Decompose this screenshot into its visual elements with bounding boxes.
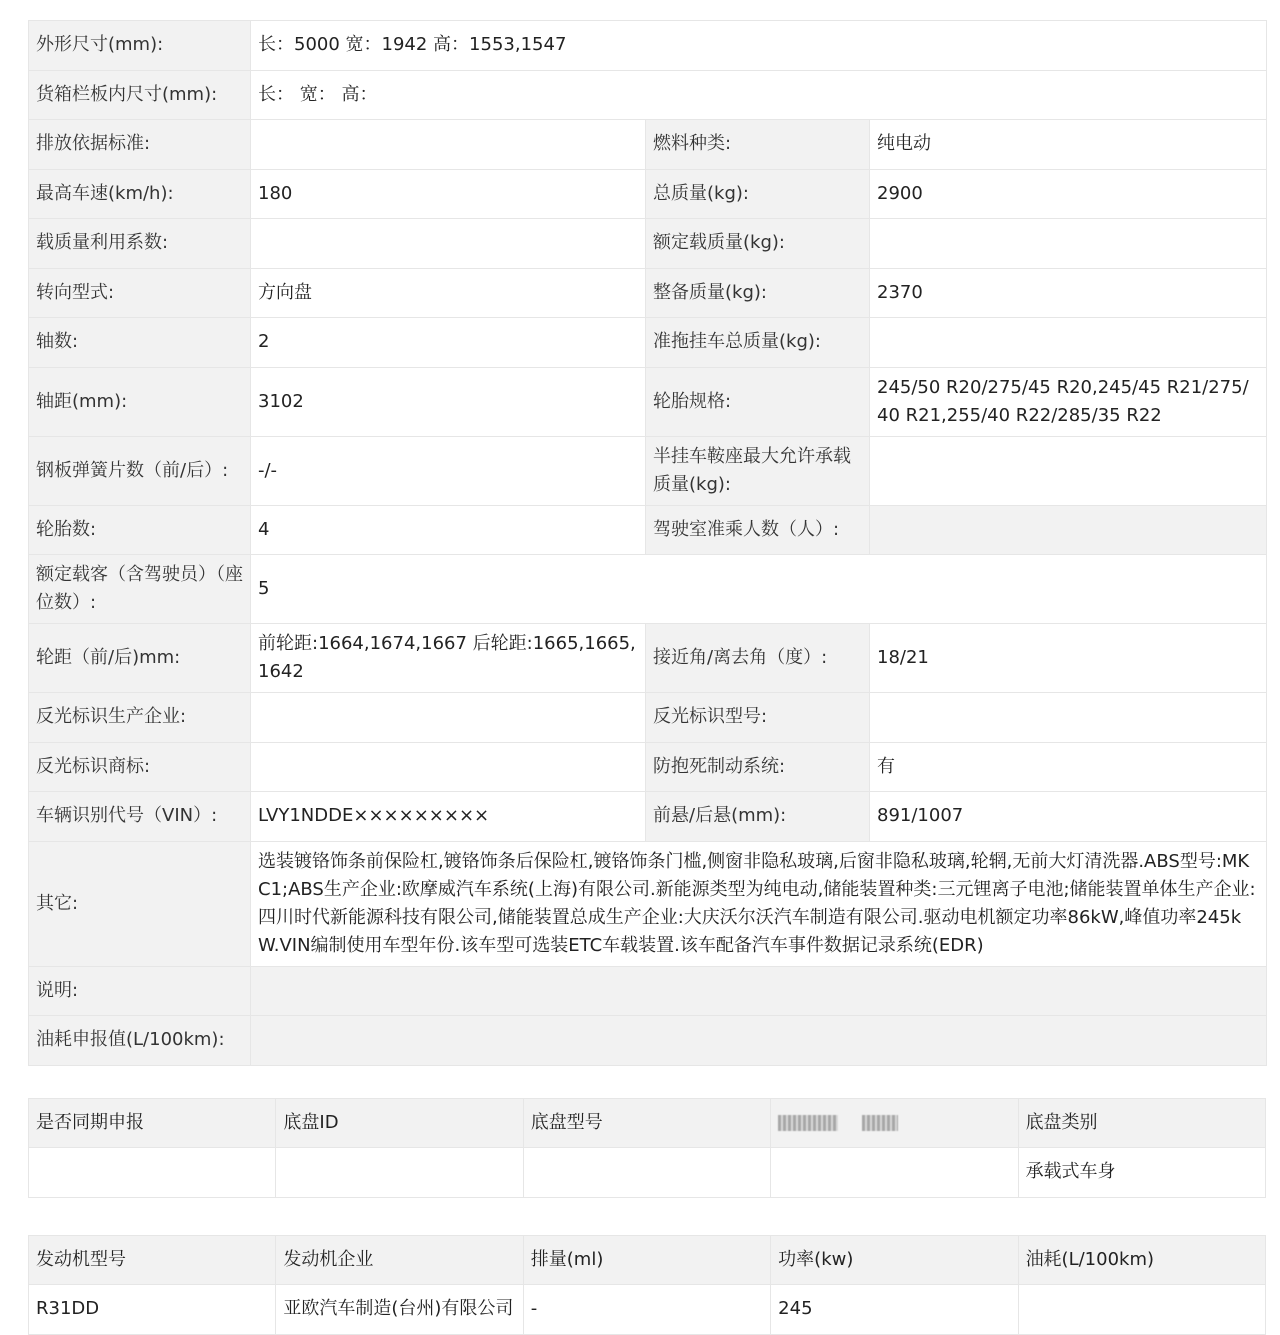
notes-value (251, 966, 1267, 1016)
rated-load-value (870, 219, 1267, 269)
engine-power-value: 245 (771, 1285, 1018, 1335)
abs-label: 防抱死制动系统: (646, 742, 870, 792)
fuel-type-value: 纯电动 (870, 120, 1267, 170)
other-label: 其它: (29, 841, 251, 966)
abs-value: 有 (870, 742, 1267, 792)
fuel-consumption-label: 油耗申报值(L/100km): (29, 1016, 251, 1066)
chassis-header-model: 底盘型号 (523, 1098, 770, 1148)
dimensions-value: 长：5000 宽：1942 高：1553,1547 (251, 21, 1267, 71)
track-label: 轮距（前/后)mm: (29, 624, 251, 693)
overhang-label: 前悬/后悬(mm): (646, 792, 870, 842)
cargo-box-label: 货箱栏板内尺寸(mm): (29, 70, 251, 120)
saddle-mass-value (870, 436, 1267, 505)
cab-passengers-label: 驾驶室准乘人数（人）: (646, 505, 870, 555)
vehicle-spec-table (28, 20, 1267, 1066)
chassis-header-category: 底盘类别 (1018, 1098, 1265, 1148)
total-mass-label: 总质量(kg): (646, 169, 870, 219)
tire-count-value: 4 (251, 505, 646, 555)
chassis-cell (29, 1148, 276, 1198)
engine-header-power: 功率(kw) (771, 1235, 1018, 1285)
engine-header-consumption: 油耗(L/100km) (1018, 1235, 1265, 1285)
axles-value: 2 (251, 318, 646, 368)
redacted-text (778, 1115, 838, 1131)
engine-consumption-value (1018, 1285, 1265, 1335)
load-factor-value (251, 219, 646, 269)
chassis-cell (523, 1148, 770, 1198)
fuel-type-label: 燃料种类: (646, 120, 870, 170)
max-speed-value: 180 (251, 169, 646, 219)
leaf-springs-label: 钢板弹簧片数（前/后）: (29, 436, 251, 505)
tire-spec-label: 轮胎规格: (646, 367, 870, 436)
reflector-maker-value (251, 693, 646, 743)
curb-mass-value: 2370 (870, 268, 1267, 318)
chassis-header-redacted (771, 1098, 1018, 1148)
reflector-brand-value (251, 742, 646, 792)
dimensions-label: 外形尺寸(mm): (29, 21, 251, 71)
wheelbase-label: 轴距(mm): (29, 367, 251, 436)
fuel-consumption-value (251, 1016, 1267, 1066)
other-value: 选装镀铬饰条前保险杠,镀铬饰条后保险杠,镀铬饰条门槛,侧窗非隐私玻璃,后窗非隐私玻璃,轮辋,无前大灯清洗器.ABS型号:MKC1;ABS生产企业:欧摩威汽车系统(上海)有限公司.新能源类型为纯电动,储能装置种类:三元锂离子电池;储能装置单体生产企业:四川时代新能源科技有限公司,储能装置总成生产企业:大庆沃尔沃汽车制造有限公司.驱动电机额定功率86kW,峰值功率245kW.VIN编制使用车型年份.该车型可选装ETC车载装置.该车配备汽车事件数据记录系统(EDR) (251, 841, 1267, 966)
angles-label: 接近角/离去角（度）: (646, 624, 870, 693)
rated-load-label: 额定载质量(kg): (646, 219, 870, 269)
notes-label: 说明: (29, 966, 251, 1016)
steering-label: 转向型式: (29, 268, 251, 318)
angles-value: 18/21 (870, 624, 1267, 693)
emission-standard-value (251, 120, 646, 170)
trailer-mass-value (870, 318, 1267, 368)
tire-spec-value: 245/50 R20/275/45 R20,245/45 R21/275/40 R21,255/40 R22/285/35 R22 (870, 367, 1267, 436)
engine-displacement-value: - (523, 1285, 770, 1335)
trailer-mass-label: 准拖挂车总质量(kg): (646, 318, 870, 368)
reflector-maker-label: 反光标识生产企业: (29, 693, 251, 743)
axles-label: 轴数: (29, 318, 251, 368)
reflector-model-label: 反光标识型号: (646, 693, 870, 743)
cab-passengers-value (870, 505, 1267, 555)
engine-header-maker: 发动机企业 (276, 1235, 523, 1285)
chassis-cell (771, 1148, 1018, 1198)
wheelbase-value: 3102 (251, 367, 646, 436)
redacted-text (862, 1115, 898, 1131)
engine-model-value: R31DD (29, 1285, 276, 1335)
rated-passengers-label: 额定载客（含驾驶员）（座位数）: (29, 555, 251, 624)
emission-standard-label: 排放依据标准: (29, 120, 251, 170)
chassis-header-id: 底盘ID (276, 1098, 523, 1148)
load-factor-label: 载质量利用系数: (29, 219, 251, 269)
max-speed-label: 最高车速(km/h): (29, 169, 251, 219)
chassis-header-same-period: 是否同期申报 (29, 1098, 276, 1148)
engine-header-displacement: 排量(ml) (523, 1235, 770, 1285)
saddle-mass-label: 半挂车鞍座最大允许承载质量(kg): (646, 436, 870, 505)
reflector-model-value (870, 693, 1267, 743)
overhang-value: 891/1007 (870, 792, 1267, 842)
engine-table (28, 1235, 1266, 1335)
total-mass-value: 2900 (870, 169, 1267, 219)
leaf-springs-value: -/- (251, 436, 646, 505)
chassis-cell (276, 1148, 523, 1198)
track-value: 前轮距:1664,1674,1667 后轮距:1665,1665,1642 (251, 624, 646, 693)
steering-value: 方向盘 (251, 268, 646, 318)
chassis-category-value: 承载式车身 (1018, 1148, 1265, 1198)
engine-header-model: 发动机型号 (29, 1235, 276, 1285)
rated-passengers-value: 5 (251, 555, 1267, 624)
vin-value: LVY1NDDE××××××××× (251, 792, 646, 842)
curb-mass-label: 整备质量(kg): (646, 268, 870, 318)
vin-label: 车辆识别代号（VIN）: (29, 792, 251, 842)
engine-maker-value: 亚欧汽车制造(台州)有限公司 (276, 1285, 523, 1335)
reflector-brand-label: 反光标识商标: (29, 742, 251, 792)
chassis-table (28, 1098, 1266, 1198)
tire-count-label: 轮胎数: (29, 505, 251, 555)
cargo-box-value: 长： 宽： 高： (251, 70, 1267, 120)
